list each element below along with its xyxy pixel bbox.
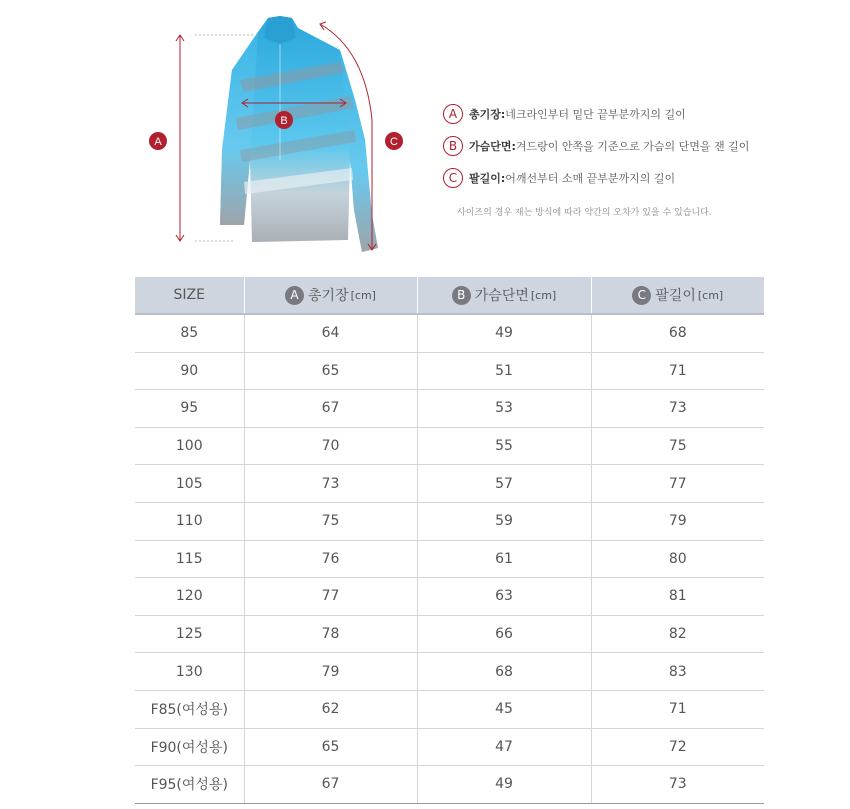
cell-chest: 59 xyxy=(417,502,591,540)
cell-sleeve: 72 xyxy=(591,728,764,766)
cell-length: 65 xyxy=(244,728,417,766)
cell-sleeve: 79 xyxy=(591,502,764,540)
cell-size: 95 xyxy=(135,390,244,428)
legend-term: 팔길이: xyxy=(469,172,506,185)
legend-badge-a: A xyxy=(443,104,463,124)
cell-chest: 55 xyxy=(417,427,591,465)
cell-chest: 57 xyxy=(417,465,591,503)
cell-sleeve: 82 xyxy=(591,615,764,653)
header-label: 가슴단면 xyxy=(474,288,529,304)
header-size xyxy=(135,277,244,314)
table-row xyxy=(135,690,764,728)
cell-chest: 51 xyxy=(417,352,591,390)
cell-length: 77 xyxy=(244,578,417,616)
legend-desc: 겨드랑이 안쪽을 기준으로 가슴의 단면을 잰 길이 xyxy=(515,140,750,153)
header-length xyxy=(244,277,417,314)
legend-item-chest xyxy=(443,134,823,158)
cell-sleeve: 73 xyxy=(591,766,764,804)
cell-sleeve: 71 xyxy=(591,690,764,728)
cell-chest: 63 xyxy=(417,578,591,616)
shirt-illustration xyxy=(140,10,420,260)
cell-length: 67 xyxy=(244,390,417,428)
header-unit: [cm] xyxy=(697,288,724,302)
cell-chest: 45 xyxy=(417,690,591,728)
cell-length: 65 xyxy=(244,352,417,390)
cell-sleeve: 75 xyxy=(591,427,764,465)
measurement-legend xyxy=(443,102,823,198)
marker-b: B xyxy=(280,115,288,127)
legend-item-sleeve xyxy=(443,166,823,190)
cell-size: F95(여성용) xyxy=(135,766,244,804)
cell-length: 73 xyxy=(244,465,417,503)
header-unit: [cm] xyxy=(530,288,557,302)
cell-chest: 61 xyxy=(417,540,591,578)
cell-size: 130 xyxy=(135,653,244,691)
cell-length: 67 xyxy=(244,766,417,804)
cell-chest: 49 xyxy=(417,314,591,352)
cell-sleeve: 83 xyxy=(591,653,764,691)
cell-sleeve: 71 xyxy=(591,352,764,390)
header-sleeve xyxy=(591,277,764,314)
cell-chest: 68 xyxy=(417,653,591,691)
cell-size: 115 xyxy=(135,540,244,578)
cell-chest: 49 xyxy=(417,766,591,804)
legend-desc: 네크라인부터 밑단 끝부분까지의 길이 xyxy=(505,108,686,121)
header-label: SIZE xyxy=(173,287,205,303)
table-row xyxy=(135,766,764,804)
table-row xyxy=(135,615,764,653)
cell-size: 120 xyxy=(135,578,244,616)
cell-size: F90(여성용) xyxy=(135,728,244,766)
legend-badge-b: B xyxy=(443,136,463,156)
cell-size: 85 xyxy=(135,314,244,352)
cell-length: 75 xyxy=(244,502,417,540)
cell-sleeve: 73 xyxy=(591,390,764,428)
table-row xyxy=(135,465,764,503)
header-label: 총기장 xyxy=(308,288,349,304)
table-row xyxy=(135,352,764,390)
cell-sleeve: 77 xyxy=(591,465,764,503)
marker-c: C xyxy=(390,136,398,148)
table-header-row xyxy=(135,277,764,314)
cell-chest: 66 xyxy=(417,615,591,653)
header-badge-a: A xyxy=(285,286,304,305)
table-row xyxy=(135,540,764,578)
table-row xyxy=(135,578,764,616)
size-table xyxy=(135,277,764,804)
header-label: 팔길이 xyxy=(655,288,696,304)
table-row xyxy=(135,427,764,465)
legend-desc: 어깨선부터 소매 끝부분까지의 길이 xyxy=(505,172,676,185)
legend-item-length xyxy=(443,102,823,126)
table-row xyxy=(135,728,764,766)
cell-size: 90 xyxy=(135,352,244,390)
cell-chest: 47 xyxy=(417,728,591,766)
table-row xyxy=(135,390,764,428)
table-row xyxy=(135,653,764,691)
cell-length: 62 xyxy=(244,690,417,728)
cell-length: 70 xyxy=(244,427,417,465)
cell-length: 78 xyxy=(244,615,417,653)
cell-length: 64 xyxy=(244,314,417,352)
cell-chest: 53 xyxy=(417,390,591,428)
header-unit: [cm] xyxy=(350,288,376,302)
marker-a: A xyxy=(154,136,162,148)
table-row xyxy=(135,502,764,540)
measurement-note: 사이즈의 경우 재는 방식에 따라 약간의 오차가 있을 수 있습니다. xyxy=(457,208,712,218)
size-table-body xyxy=(135,314,764,803)
cell-size: 125 xyxy=(135,615,244,653)
cell-sleeve: 81 xyxy=(591,578,764,616)
legend-term: 가슴단면: xyxy=(469,140,516,153)
header-badge-b: B xyxy=(452,286,471,305)
cell-size: 100 xyxy=(135,427,244,465)
shirt-shape xyxy=(220,16,378,252)
legend-term: 총기장: xyxy=(469,108,506,121)
cell-sleeve: 80 xyxy=(591,540,764,578)
cell-sleeve: 68 xyxy=(591,314,764,352)
cell-size: 105 xyxy=(135,465,244,503)
cell-length: 79 xyxy=(244,653,417,691)
header-chest xyxy=(417,277,591,314)
cell-length: 76 xyxy=(244,540,417,578)
legend-badge-c: C xyxy=(443,168,463,188)
header-badge-c: C xyxy=(632,286,651,305)
cell-size: 110 xyxy=(135,502,244,540)
table-row xyxy=(135,314,764,352)
cell-size: F85(여성용) xyxy=(135,690,244,728)
